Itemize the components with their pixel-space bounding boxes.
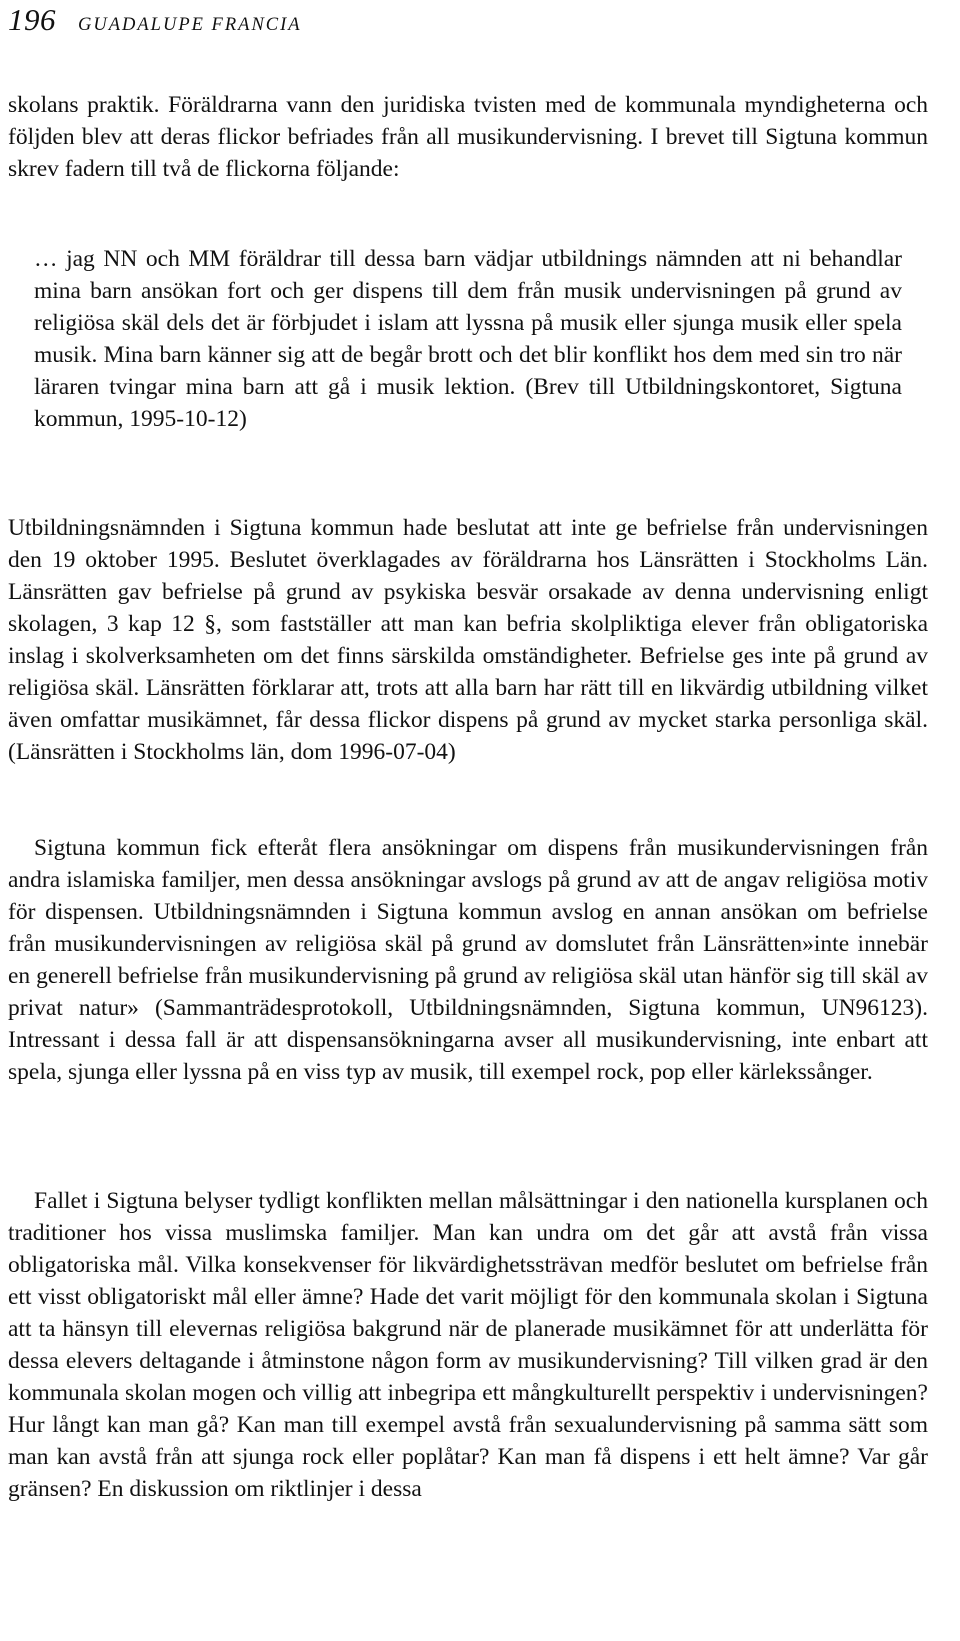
running-title: GUADALUPE FRANCIA (78, 15, 302, 35)
paragraph-ruling: Utbildningsnämnden i Sigtuna kommun hade beslutat att inte ge befrielse från undervisningen den 19 oktober 1995. Beslutet överklagades av föräldrarna hos Länsrätten i Stockholms Län. Länsrätten gav befrielse på grund av psykiska besvär orsakade av denna undervisning enligt skolagen, 3 kap 12 §, som fastställer att man kan befria skolpliktiga elever från obligatoriska inslag i skolverksamheten om det finns särskilda omständigheter. Befrielse ges inte på grund av religiösa skäl. Länsrätten förklarar att, trots att alla barn har rätt till en likvärdig utbildning vilket även omfattar musikämnet, får dessa flickor dispens på grund av mycket starka personliga skäl. (Länsrätten i Stockholms län, dom 1996-07-04) (8, 515, 928, 765)
paragraph-applications: Sigtuna kommun fick efteråt flera ansökningar om dispens från musikundervisningen från andra islamiska familjer, men dessa ansökningar avslogs på grund av att de angav religiösa motiv för dispensen. Utbildningsnämnden i Sigtuna kommun avslog en annan ansökan om befrielse från musikundervisningen av religiösa skäl på grund av domslutet från Länsrätten»inte innebär en generell befrielse från musikundervisning på grund av religiösa skäl utan hänför sig till skäl av privat natur» (Sammanträdesprotokoll, Utbildningsnämnden, Sigtuna kommun, UN96123). Intressant i dessa fall är att dispensansökningarna avser all musikundervisning, inte enbart att spela, sjunga eller lyssna på en viss typ av musik, till exempel rock, pop eller kärlekssånger. (8, 835, 928, 1085)
page-number: 196 (8, 2, 56, 37)
running-head (8, 2, 302, 42)
block-quote: … jag NN och MM föräldrar till dessa barn vädjar utbildnings nämnden att ni behandlar mina barn ansökan fort och ger dispens till dem från musik undervisningen på grund av religiösa skäl dels det är förbjudet i islam att lyssna på musik eller sjunga musik eller spela musik. Mina barn känner sig att de begår brott och det blir konflikt hos dem med sin tro när läraren tvingar mina barn att gå i musik lektion. (Brev till Utbildningskontoret, Sigtuna kommun, 1995-10-12) (34, 246, 902, 432)
intro-paragraph: skolans praktik. Föräldrarna vann den juridiska tvisten med de kommunala myndigheterna och följden blev att deras flickor befriades från all musikundervisning. I brevet till Sigtuna kommun skrev fadern till två de flickorna följande: (8, 92, 928, 182)
paragraph-conflict: Fallet i Sigtuna belyser tydligt konflikten mellan målsättningar i den nationella kursplanen och traditioner hos vissa muslimska familjer. Man kan undra om det går att avstå från vissa obligatoriska mål. Vilka konsekvenser för likvärdighetssträvan medför beslutet om befrielse från ett visst obligatoriskt mål eller ämne? Hade det varit möjligt för den kommunala skolan i Sigtuna att ta hänsyn till elevernas religiösa bakgrund när de planerade musikämnet för att underlätta för dessa elevers deltagande i åtminstone någon form av musikundervisning? Till vilken grad är den kommunala skolan mogen och villig att inbegripa ett mångkulturellt perspektiv i undervisningen? Hur långt kan man gå? Kan man till exempel avstå från sexualundervisning på samma sätt som man kan avstå från att sjunga rock eller poplåtar? Kan man få dispens i ett helt ämne? Var går gränsen? En diskussion om riktlinjer i dessa (8, 1188, 928, 1502)
